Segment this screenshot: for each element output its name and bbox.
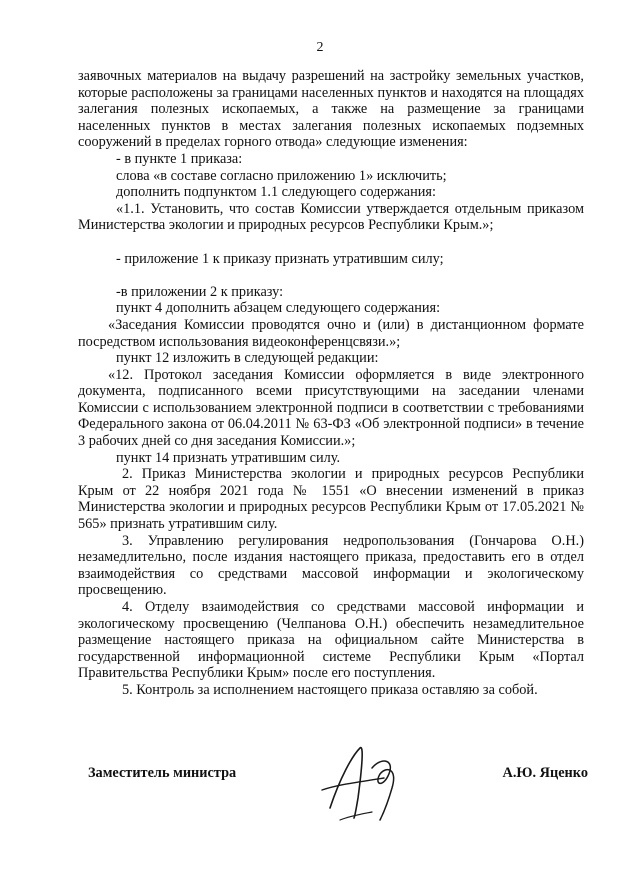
handwritten-signature-icon xyxy=(300,738,420,828)
paragraph-words-exclude: слова «в составе согласно приложению 1» исключить; xyxy=(116,167,447,184)
paragraph-gap xyxy=(78,267,584,284)
signatory-name: А.Ю. Яценко xyxy=(502,765,588,781)
paragraph-continuation: заявочных материалов на выдачу разрешений на застройку земельных участков, которые расположены за границами населенных пунктов и находятся на площадях залегания полезных ископаемых, а также на размещение за границами населенных пунктов в местах залегания полезных ископаемых подземных сооружений в пределах горного отвода» следующие изменения: xyxy=(78,68,584,151)
paragraph-item-5: 5. Контроль за исполнением настоящего приказа оставляю за собой. xyxy=(122,681,538,698)
paragraph-appendix-1: - приложение 1 к приказу признать утратившим силу; xyxy=(116,250,444,267)
paragraph-add-subpoint: дополнить подпунктом 1.1 следующего содержания: xyxy=(116,184,436,201)
paragraph-point-1-heading: - в пункте 1 приказа: xyxy=(116,150,243,167)
paragraph-point-14: пункт 14 признать утратившим силу. xyxy=(116,449,341,466)
paragraph-point-12: пункт 12 изложить в следующей редакции: xyxy=(116,350,379,367)
paragraph-meetings-format: «Заседания Комиссии проводятся очно и (или) в дистанционном формате посредством использования видеоконференцсвязи.»; xyxy=(78,316,584,350)
paragraph-point-4: пункт 4 дополнить абзацем следующего содержания: xyxy=(116,300,441,317)
paragraph-subpoint-1-1: «1.1. Установить, что состав Комиссии утверждается отдельным приказом Министерства экологии и природных ресурсов Республики Крым.»; xyxy=(78,200,584,234)
paragraph-item-4: 4. Отделу взаимодействия со средствами массовой информации и экологическому просвещению (Челпанова О.Н.) обеспечить незамедлительное размещение настоящего приказа на официальном сайте Министерства в государственной информационной системе Республики Крым «Портал Правительства Республики Крым» после его поступления. xyxy=(78,599,584,682)
paragraph-item-3: 3. Управлению регулирования недропользования (Гончарова О.Н.) незамедлительно, после издания настоящего приказа, предоставить его в отдел взаимодействия со средствами массовой информации и экологическому просвещению. xyxy=(78,532,584,599)
paragraph-appendix-2: -в приложении 2 к приказу: xyxy=(116,283,284,300)
signatory-position: Заместитель министра xyxy=(88,765,237,781)
document-body xyxy=(78,68,584,699)
paragraph-item-2: 2. Приказ Министерства экологии и природных ресурсов Республики Крым от 22 ноября 2021 года № 1551 «О внесении изменений в приказ Министерства экологии и природных ресурсов Республики Крым от 17.05.2021 № 565» признать утратившим силу. xyxy=(78,466,584,533)
page-number: 2 xyxy=(316,40,324,55)
paragraph-gap xyxy=(78,234,584,251)
paragraph-protocol: «12. Протокол заседания Комиссии оформляется в виде электронного документа, подписанного всеми присутствующими на заседании членами Комиссии с использованием электронной подписи в соответствии с требованиями Федерального закона от 06.04.2011 № 63-ФЗ «Об электронной подписи» в течение 3 рабочих дней со дня заседания Комиссии.»; xyxy=(78,366,584,450)
